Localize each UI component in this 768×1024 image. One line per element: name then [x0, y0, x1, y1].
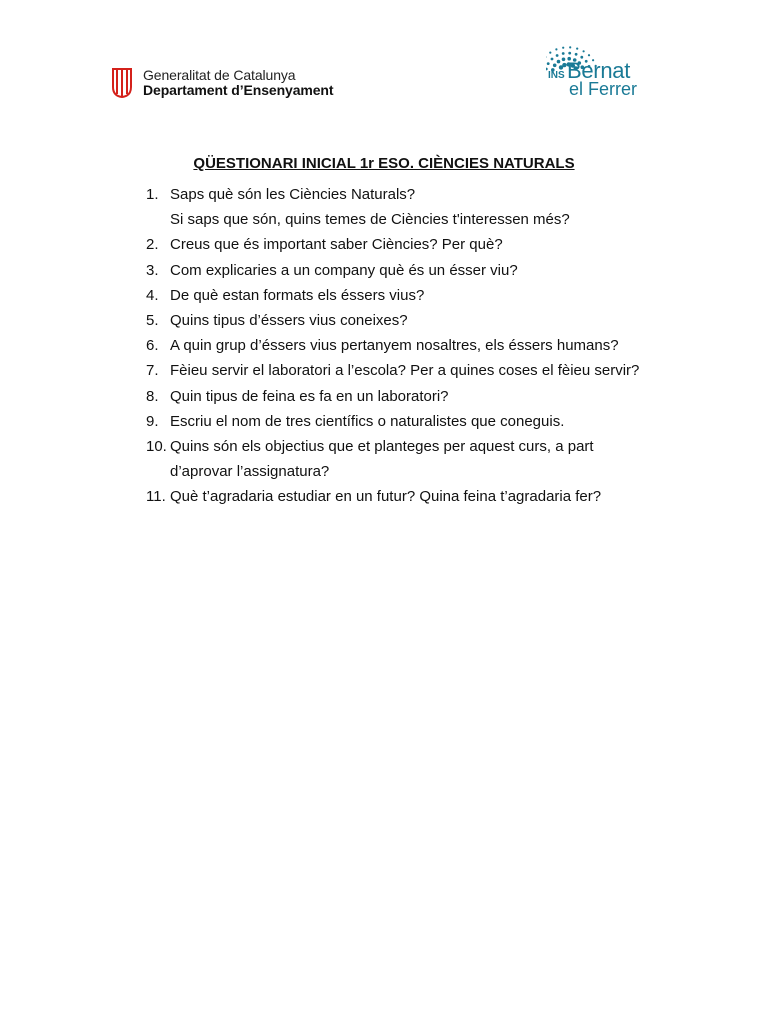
- list-item: [146, 258, 686, 283]
- school-logo: [546, 42, 650, 102]
- school-logo-name-line2: el Ferrer: [569, 79, 638, 99]
- question-text: [170, 409, 686, 434]
- question-text: [170, 258, 686, 283]
- logo-dot: [553, 64, 557, 68]
- generalitat-name: Generalitat de Catalunya: [143, 67, 296, 83]
- logo-dot: [551, 58, 554, 61]
- logo-dot: [549, 52, 551, 54]
- question-line: A quin grup d’éssers vius pertanyem nosaltres, els éssers humans?: [170, 337, 619, 355]
- list-item: [146, 434, 686, 484]
- logo-dot: [562, 58, 566, 62]
- generalitat-emblem-icon: [110, 68, 134, 98]
- logo-dot: [583, 50, 585, 52]
- page-title: QÜESTIONARI INICIAL 1r ESO. CIÈNCIES NATURALS: [193, 155, 575, 172]
- question-number: 1.: [146, 186, 159, 203]
- logo-dot: [588, 54, 590, 56]
- question-list: [146, 182, 686, 510]
- logo-dot: [562, 47, 564, 49]
- logo-dot: [562, 63, 566, 67]
- logo-dot: [557, 60, 561, 64]
- logo-dot: [547, 62, 550, 65]
- question-line: Creus que és important saber Ciències? Per què?: [170, 236, 503, 254]
- question-number: 3.: [146, 261, 159, 279]
- school-logo-name-line1: Bernat: [567, 58, 631, 83]
- question-line: Com explicaries a un company què és un ésser viu?: [170, 261, 518, 279]
- list-item: [146, 182, 686, 232]
- question-line: Quins tipus d’éssers vius coneixes?: [170, 312, 408, 330]
- generalitat-logo: [110, 68, 333, 98]
- question-text: [170, 232, 686, 257]
- question-line: Fèieu servir el laboratori a l’escola? Per a quines coses el fèieu servir?: [170, 362, 640, 380]
- list-item: [146, 409, 686, 434]
- question-line: Quins són els objectius que et planteges per aquest curs, a part: [170, 438, 594, 456]
- question-number: 4.: [146, 286, 159, 304]
- question-line: Si saps que són, quins temes de Ciències t'interessen més?: [170, 211, 570, 229]
- school-logo-prefix: INS: [548, 70, 565, 81]
- list-item: [146, 358, 686, 383]
- question-number: 10.: [146, 438, 167, 456]
- question-text: [170, 384, 686, 409]
- list-item: [146, 384, 686, 409]
- logo-dot: [562, 52, 565, 55]
- question-number: 8.: [146, 387, 159, 405]
- question-number: 7.: [146, 362, 159, 380]
- question-line: Què t’agradaria estudiar en un futur? Quina feina t’agradaria fer?: [170, 488, 602, 506]
- logo-dot: [568, 52, 571, 55]
- list-item: [146, 333, 686, 358]
- question-line: Quin tipus de feina es fa en un laboratori?: [170, 387, 449, 405]
- department-name: Departament d’Ensenyament: [143, 82, 334, 98]
- question-text: [170, 358, 686, 383]
- question-number: 9.: [146, 412, 159, 430]
- logo-dot: [555, 48, 557, 50]
- question-number: 11.: [146, 488, 166, 506]
- list-item: [146, 308, 686, 333]
- question-line: De què estan formats els éssers vius?: [170, 286, 425, 304]
- list-item: [146, 232, 686, 257]
- list-item: [146, 283, 686, 308]
- question-line: Saps què són les Ciències Naturals?: [170, 186, 416, 203]
- list-item: [146, 484, 686, 509]
- question-line: d’aprovar l’assignatura?: [170, 463, 330, 481]
- logo-dot: [576, 48, 578, 50]
- logo-dot: [569, 46, 571, 48]
- question-number: 5.: [146, 312, 159, 330]
- question-text: [170, 283, 686, 308]
- question-text: [170, 333, 686, 358]
- question-number: 6.: [146, 337, 159, 355]
- question-line: Escriu el nom de tres científics o naturalistes que coneguis.: [170, 412, 565, 430]
- logo-dot: [575, 53, 578, 56]
- question-text: [170, 434, 686, 484]
- question-text: [170, 308, 686, 333]
- question-text: [170, 484, 686, 509]
- logo-dot: [556, 54, 559, 57]
- question-number: 2.: [146, 236, 159, 254]
- question-text: [170, 182, 686, 232]
